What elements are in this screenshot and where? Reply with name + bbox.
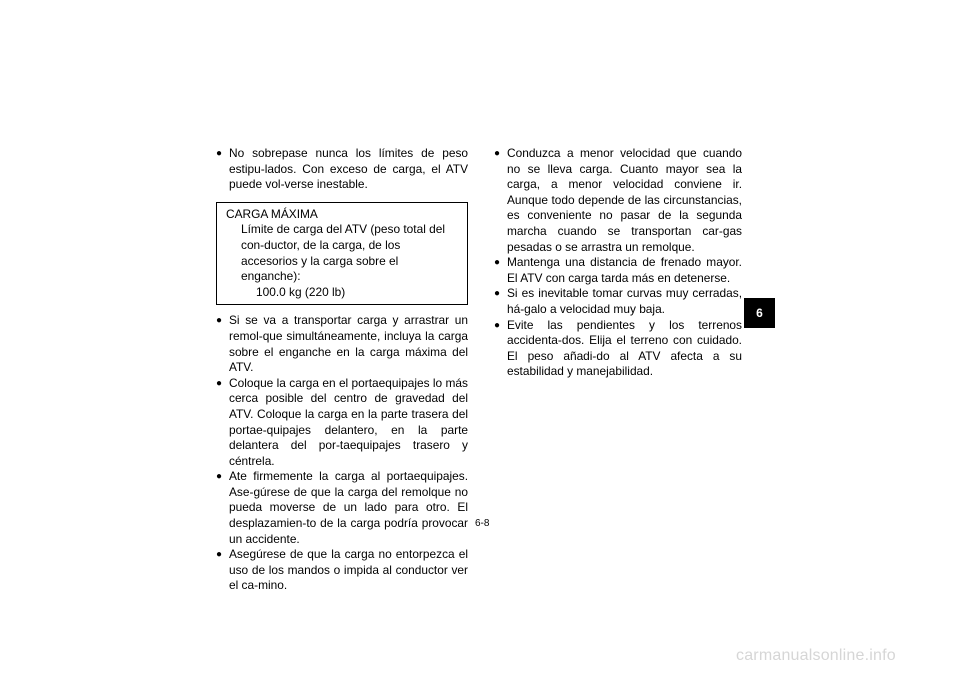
bullet-icon: ● <box>216 549 223 561</box>
list-item <box>216 547 468 594</box>
paragraph-text: Si se va a transportar carga y arrastrar un remol-que simultáneamente, incluya la carga sobre el enganche en la carga máxima del ATV. <box>229 313 468 375</box>
paragraph-text: Si es inevitable tomar curvas muy cerradas, há-galo a velocidad muy baja. <box>507 286 742 316</box>
left-column <box>216 146 468 594</box>
list-item <box>494 146 742 255</box>
list-item <box>494 286 742 317</box>
bullet-icon: ● <box>494 257 501 269</box>
watermark: carmanualsonline.info <box>736 647 896 664</box>
right-column <box>494 146 742 380</box>
spec-title: CARGA MÁXIMA <box>226 206 318 221</box>
bullet-icon: ● <box>216 377 223 389</box>
bullet-icon: ● <box>494 319 501 331</box>
paragraph-text: Mantenga una distancia de frenado mayor. El ATV con carga tarda más en detenerse. <box>507 255 742 285</box>
spec-description: Límite de carga del ATV (peso total del con-ductor, de la carga, de los accesorios y la carga sobre el enganche): <box>241 222 446 284</box>
bullet-icon: ● <box>494 148 501 159</box>
paragraph-text: Coloque la carga en el portaequipajes lo más cerca posible del centro de gravedad del ATV. Coloque la carga en la parte trasera del portae-quipajes delantero, en la parte delantera del por-taequipajes trasero y céntrela. <box>229 375 468 468</box>
list-item <box>494 318 742 380</box>
chapter-tab: 6 <box>744 298 775 328</box>
max-load-spec-box <box>216 202 468 306</box>
bullet-icon: ● <box>216 315 223 327</box>
list-item <box>216 376 468 470</box>
list-item <box>216 469 468 547</box>
paragraph-text: Evite las pendientes y los terrenos accidenta-dos. Elija el terreno con cuidado. El peso añadi-do al ATV afecta a su estabilidad y manejabilidad. <box>507 317 742 379</box>
spec-value: 100.0 kg (220 lb) <box>256 284 346 299</box>
page-number: 6-8 <box>475 518 490 529</box>
list-item <box>216 313 468 375</box>
bullet-icon: ● <box>216 148 223 159</box>
paragraph-text: No sobrepase nunca los límites de peso estipu-lados. Con exceso de carga, el ATV puede vol-verse inestable. <box>229 146 468 192</box>
paragraph-text: Asegúrese de que la carga no entorpezca el uso de los mandos o impida al conductor ver el ca-mino. <box>229 547 468 593</box>
list-item <box>216 146 468 193</box>
paragraph-text: Conduzca a menor velocidad que cuando no se lleva carga. Cuanto mayor sea la carga, a menor velocidad conviene ir. Aunque todo depende de las circunstancias, es conveniente no pasar de la segunda marcha cuando se transportan car-gas pesadas o se arrastra un remolque. <box>507 146 742 254</box>
bullet-icon: ● <box>216 471 223 483</box>
list-item <box>494 255 742 286</box>
paragraph-text: Ate firmemente la carga al portaequipajes. Ase-gúrese de que la carga del remolque no pueda moverse de un lado para otro. El desplazamien-to de la carga podría provocar un accidente. <box>229 469 468 546</box>
bullet-icon: ● <box>494 288 501 300</box>
